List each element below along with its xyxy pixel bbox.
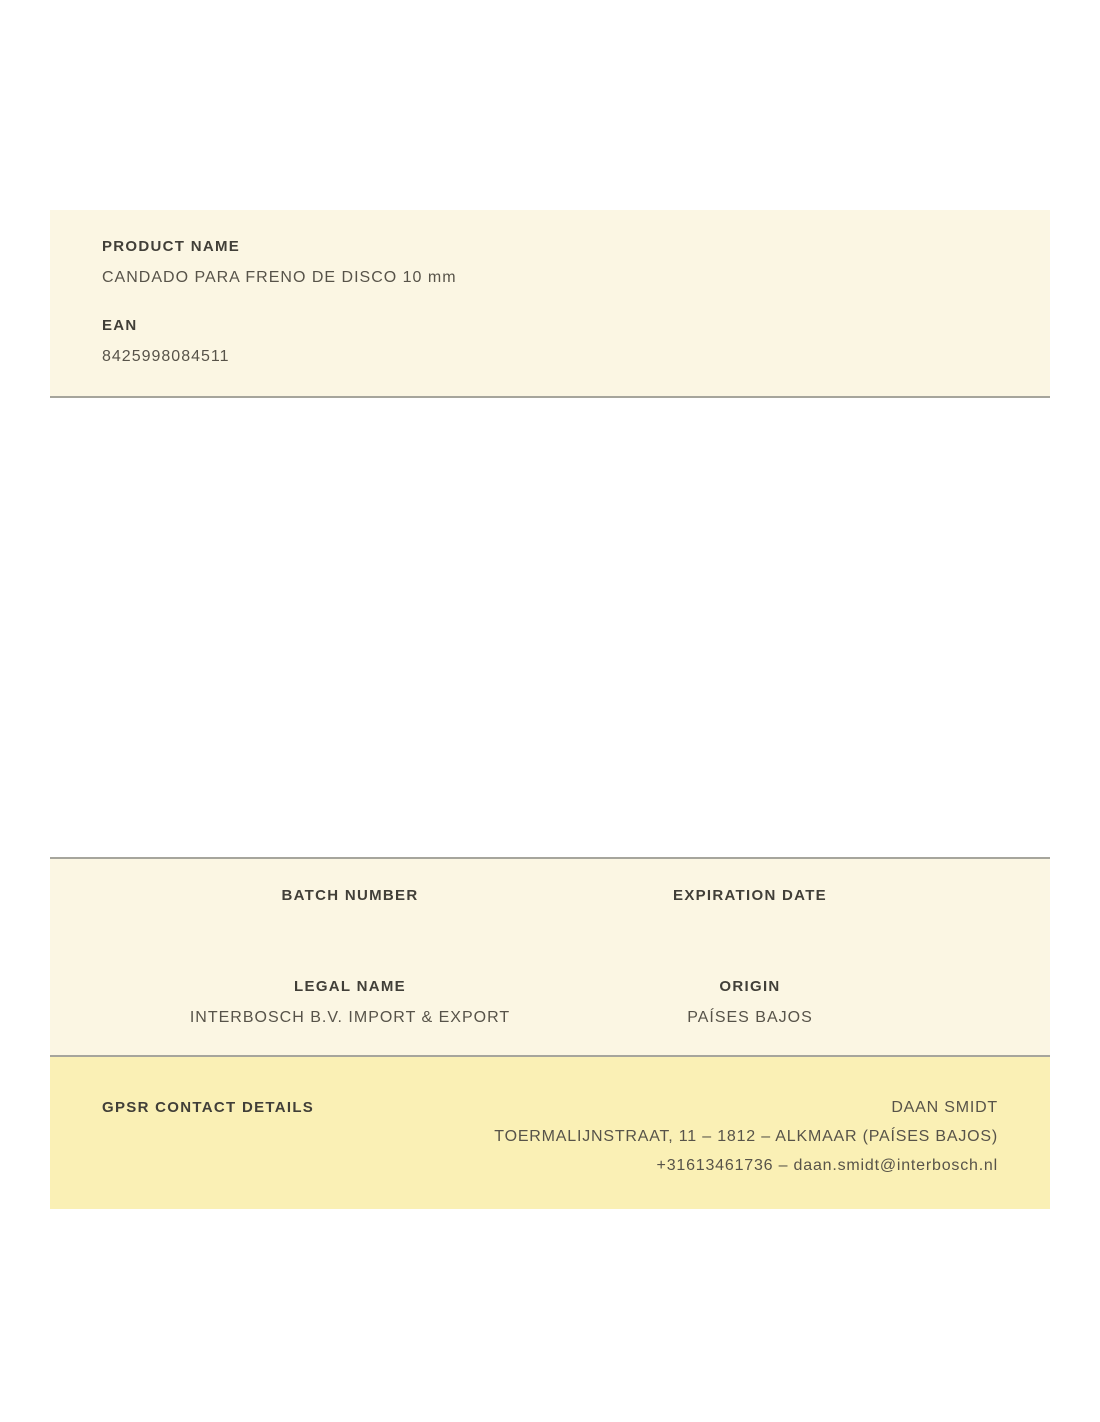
legal-name-cell — [150, 978, 550, 1027]
gpsr-contact-details-label: GPSR CONTACT DETAILS — [102, 1099, 315, 1116]
batch-grid — [150, 887, 950, 1027]
gpsr-contact-phone-email: +31613461736 – daan.smidt@interbosch.nl — [656, 1157, 998, 1174]
batch-number-cell — [150, 887, 550, 936]
ean-field — [102, 317, 998, 366]
origin-label: ORIGIN — [719, 978, 781, 995]
expiration-date-label: EXPIRATION DATE — [673, 887, 827, 904]
origin-cell — [550, 978, 950, 1027]
ean-label: EAN — [102, 317, 138, 334]
product-name-value: CANDADO PARA FRENO DE DISCO 10 mm — [102, 269, 457, 286]
batch-section — [50, 857, 1050, 1057]
ean-value: 8425998084511 — [102, 348, 230, 365]
gpsr-contact-block — [494, 1093, 998, 1180]
product-name-label: PRODUCT NAME — [102, 238, 241, 255]
legal-name-value: INTERBOSCH B.V. IMPORT & EXPORT — [189, 1009, 511, 1026]
legal-name-label: LEGAL NAME — [294, 978, 406, 995]
gpsr-contact-address: TOERMALIJNSTRAAT, 11 – 1812 – ALKMAAR (PAÍSES BAJOS) — [494, 1128, 998, 1145]
product-name-field — [102, 238, 998, 287]
gpsr-section — [50, 1057, 1050, 1209]
batch-number-label: BATCH NUMBER — [281, 887, 419, 904]
batch-number-value — [150, 917, 550, 936]
expiration-date-value — [550, 917, 950, 936]
product-section — [50, 210, 1050, 398]
origin-value: PAÍSES BAJOS — [687, 1009, 813, 1026]
gpsr-contact-name: DAAN SMIDT — [891, 1099, 998, 1116]
expiration-date-cell — [550, 887, 950, 936]
